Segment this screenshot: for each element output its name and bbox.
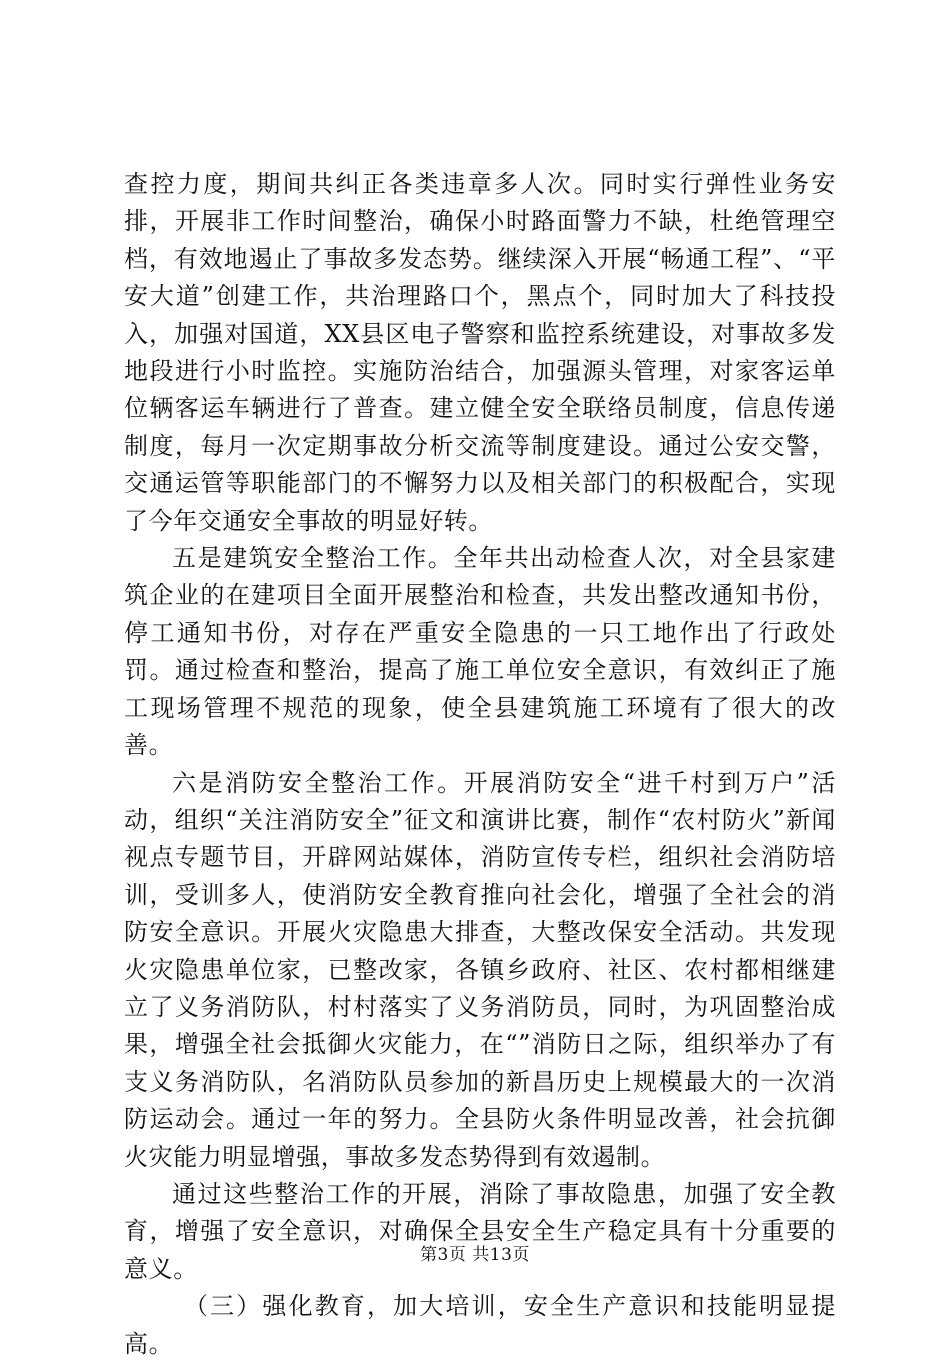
section-heading-education: （三）强化教育，加大培训，安全生产意识和技能明显提高。 [124, 1292, 836, 1358]
paragraph-traffic-continued: 查控力度，期间共纠正各类违章多人次。同时实行弹性业务安排，开展非工作时间整治，确保小时路面警力不缺，杜绝管理空档，有效地遏止了事故多发态势。继续深入开展“畅通工程”、“平安大道”创建工作，共治理路口个，黑点个，同时加大了科技投入，加强对国道，XX县区电子警察和监控系统建设，对事故多发地段进行小时监控。实施防治结合，加强源头管理，对家客运单位辆客运车辆进行了普查。建立健全安全联络员制度，信息传递制度，每月一次定期事故分析交流等制度建设。通过公安交警，交通运管等职能部门的不懈努力以及相关部门的积极配合，实现了今年交通安全事故的明显好转。 [124, 170, 836, 535]
document-body [124, 166, 836, 1363]
paragraph-construction-safety: 五是建筑安全整治工作。全年共出动检查人次，对全县家建筑企业的在建项目全面开展整治和检查，共发出整改通知书份，停工通知书份，对存在严重安全隐患的一只工地作出了行政处罚。通过检查和整治，提高了施工单位安全意识，有效纠正了施工现场管理不规范的现象，使全县建筑施工环境有了很大的改善。 [124, 544, 836, 760]
paragraph-summary: 通过这些整治工作的开展，消除了事故隐患，加强了安全教育，增强了安全意识，对确保全县安全生产稳定具有十分重要的意义。 [124, 1179, 836, 1283]
page-number-footer: 第3页 共13页 [420, 1245, 530, 1265]
paragraph-fire-safety: 六是消防安全整治工作。开展消防安全“进千村到万户”活动，组织“关注消防安全”征文和演讲比赛，制作“农村防火”新闻视点专题节目，开辟网站媒体，消防宣传专栏，组织社会消防培训，受训多人，使消防安全教育推向社会化，增强了全社会的消防安全意识。开展火灾隐患大排查，大整改保安全活动。共发现火灾隐患单位家，已整改家，各镇乡政府、社区、农村都相继建立了义务消防队，村村落实了义务消防员，同时，为巩固整治成果，增强全社会抵御火灾能力，在“”消防日之际，组织举办了有支义务消防队，名消防队员参加的新昌历史上规模最大的一次消防运动会。通过一年的努力。全县防火条件明显改善，社会抗御火灾能力明显增强，事故多发态势得到有效遏制。 [124, 768, 836, 1171]
